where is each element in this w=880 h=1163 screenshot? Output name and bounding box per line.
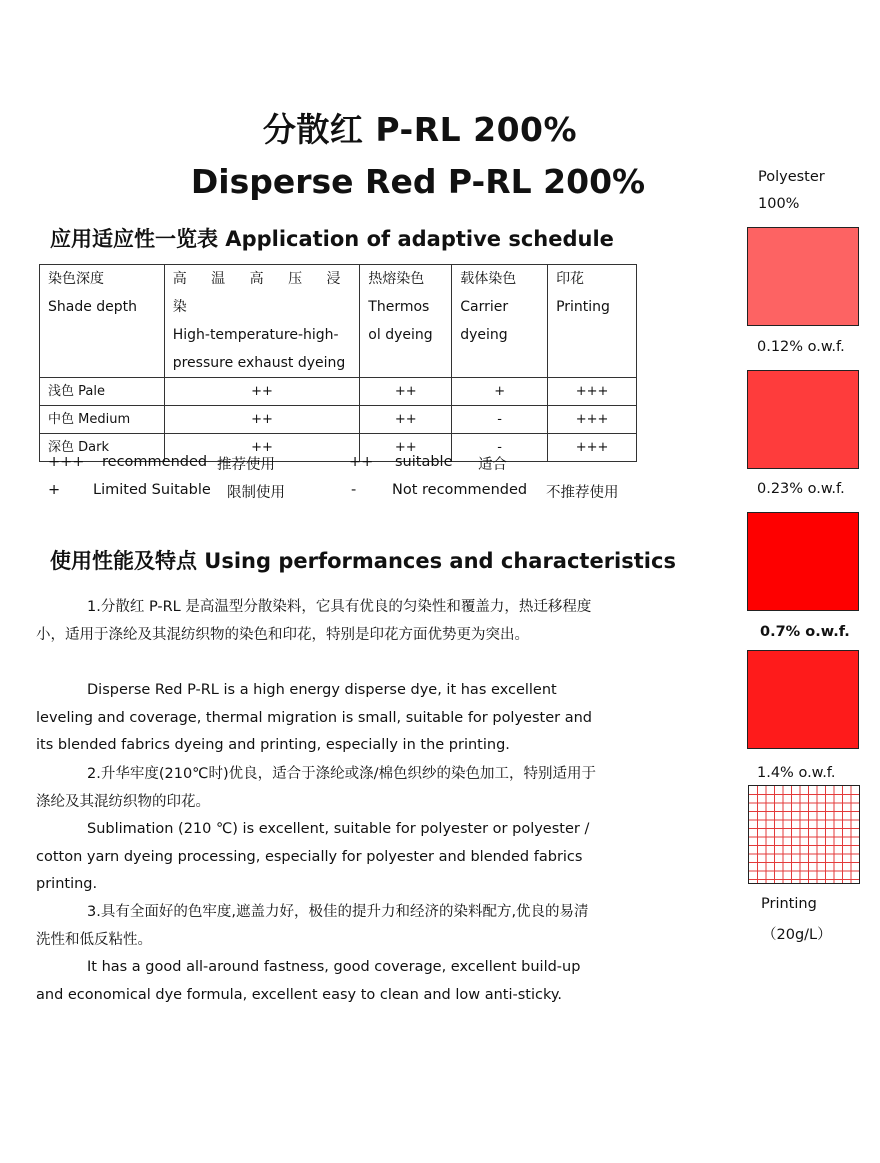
table-row: [40, 406, 637, 434]
shade-cell: 浅色 Pale: [40, 378, 165, 406]
header-line: ol dyeing: [368, 327, 433, 343]
application-table: [39, 264, 637, 462]
legend-text-cn: 推荐使用: [217, 457, 275, 473]
color-swatch: [747, 512, 859, 611]
table-row: [40, 378, 637, 406]
paragraph-1-en: [36, 677, 596, 760]
header-line: Carrier: [460, 299, 509, 315]
product-title-chinese: 分散红 P-RL 200%: [262, 110, 578, 149]
header-shade-depth: [40, 265, 165, 378]
header-line: 高 温 高 压 浸 染: [172, 271, 351, 315]
legend-text-cn: 限制使用: [227, 485, 285, 501]
swatch-label: 1.4% o.w.f.: [757, 765, 836, 781]
paragraph-text: 3.具有全面好的色牢度,遮盖力好，极佳的提升力和经济的染料配方,优良的易清洗性和低反粘性。: [36, 904, 589, 948]
paragraph-3-en: [36, 954, 596, 1009]
printing-concentration: （20g/L）: [762, 927, 832, 943]
product-title-english: Disperse Red P-RL 200%: [190, 162, 646, 201]
legend-symbol: +++: [48, 454, 85, 470]
header-line: High-temperature-high-: [172, 327, 339, 343]
rating-cell: ++: [164, 378, 360, 406]
legend-symbol: ++: [349, 454, 374, 470]
header-line: Thermos: [368, 299, 430, 315]
rating-cell: +++: [548, 406, 637, 434]
application-heading: 应用适应性一览表 Application of adaptive schedule: [50, 227, 614, 251]
rating-cell: +: [452, 378, 548, 406]
paragraph-text: 2.升华牢度(210℃时)优良，适合于涤纶或涤/棉色织纱的染色加工，特别适用于涤纶及其混纺织物的印花。: [36, 766, 596, 810]
legend-text: recommended: [102, 454, 208, 470]
color-swatch: [747, 650, 859, 749]
paragraph-3-cn: [36, 899, 596, 954]
rating-cell: -: [452, 434, 548, 462]
header-line: 染色深度: [48, 271, 104, 287]
legend-text-cn: 不推荐使用: [546, 485, 619, 501]
table-header-row: [40, 265, 637, 378]
rating-cell: ++: [360, 406, 452, 434]
header-line: Printing: [556, 299, 610, 315]
color-swatch: [747, 370, 859, 469]
header-line: 印花: [556, 271, 585, 287]
header-line: dyeing: [460, 327, 508, 343]
paragraph-text: 1.分散红 P-RL 是高温型分散染料，它具有优良的匀染性和覆盖力，热迁移程度小，适用于涤纶及其混纺织物的染色和印花，特别是印花方面优势更为突出。: [36, 599, 592, 643]
rating-cell: ++: [360, 434, 452, 462]
color-swatch: [747, 227, 859, 326]
legend-text-cn: 适合: [478, 457, 507, 473]
paragraph-text: Disperse Red P-RL is a high energy disperse dye, it has excellent leveling and coverage, thermal migration is small, suitable for polyester and its blended fabrics dyeing and printing, especially in the printing.: [36, 682, 592, 754]
legend-text: suitable: [395, 454, 453, 470]
header-line: Shade depth: [48, 299, 138, 315]
swatch-label: 0.7% o.w.f.: [760, 624, 850, 640]
printing-grid-pattern: [749, 786, 859, 883]
header-carrier: [452, 265, 548, 378]
rating-cell: ++: [164, 434, 360, 462]
paragraph-2-cn: [36, 761, 596, 816]
header-printing: [548, 265, 637, 378]
legend-text: Limited Suitable: [93, 482, 211, 498]
printing-swatch: [748, 785, 860, 884]
paragraph-text: Sublimation (210 ℃) is excellent, suitable for polyester or polyester / cotton yarn dyeing processing, especially for polyester and blended fabrics printing.: [36, 821, 590, 893]
shade-cell: 中色 Medium: [40, 406, 165, 434]
header-thermosol: [360, 265, 452, 378]
header-line: 载体染色: [460, 271, 517, 287]
rating-cell: -: [452, 406, 548, 434]
substrate-label: Polyester: [758, 169, 825, 185]
rating-cell: +++: [548, 378, 637, 406]
performance-heading: 使用性能及特点 Using performances and characteristics: [50, 549, 676, 573]
header-line: pressure exhaust dyeing: [172, 355, 346, 371]
paragraph-text: It has a good all-around fastness, good coverage, excellent build-up and economical dye formula, excellent easy to clean and low anti-sticky.: [36, 959, 581, 1003]
rating-cell: ++: [164, 406, 360, 434]
legend-text: Not recommended: [392, 482, 528, 498]
rating-cell: +++: [548, 434, 637, 462]
rating-cell: ++: [360, 378, 452, 406]
swatch-label: 0.23% o.w.f.: [757, 481, 845, 497]
paragraph-1-cn: [36, 594, 596, 649]
header-line: 热熔染色: [368, 271, 425, 287]
shade-cell: 深色 Dark: [40, 434, 165, 462]
printing-label: Printing: [761, 896, 817, 912]
header-high-temp-dyeing: [164, 265, 360, 378]
swatch-label: 0.12% o.w.f.: [757, 339, 845, 355]
legend-symbol: -: [351, 482, 357, 498]
legend-symbol: +: [48, 482, 61, 498]
substrate-percent: 100%: [758, 196, 800, 212]
paragraph-2-en: [36, 816, 596, 899]
